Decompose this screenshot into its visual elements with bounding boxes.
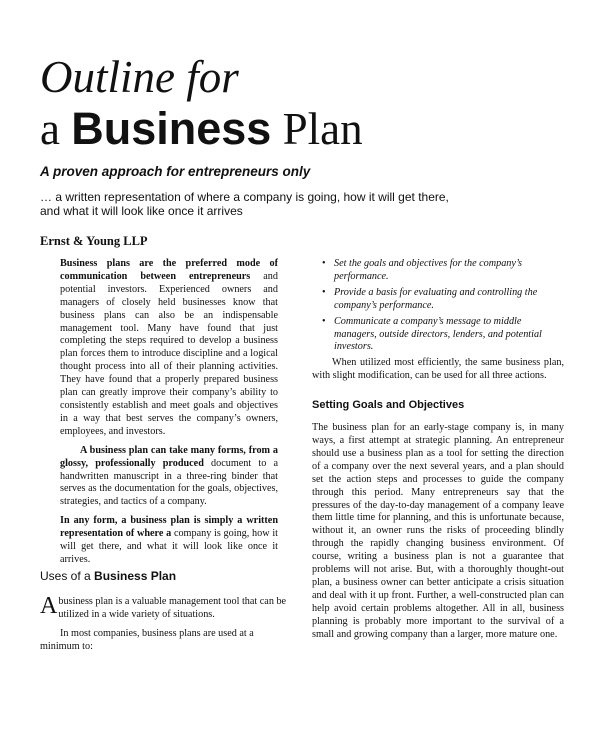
bullets-followup-paragraph: When utilized most efficiently, the same business plan, with slight modification, can be used for all three actions.	[312, 357, 564, 382]
bullet-text: Set the goals and objectives for the company’s performance.	[334, 258, 522, 282]
setting-goals-paragraph: The business plan for an early-stage company is, in many ways, a first attempt at strategic planning. An entrepreneur should use a business plan as a tool for setting the direction of a company over the next several years, and a plan should set the action steps and processes to guide the company through this period. Many entrepreneurs say that the pressures of the day-to-day management of a company leave them little time for planning, and this is unfortunate because, without it, an owner runs the risks of proceeding blindly through the rapidly changing business environment. Of course, writing a business plan is not a guarantee that problems will not arise. But, with a thoroughly thought-out plan, a business owner can better anticipate a crisis situation and deal with it up front. Further, a well-constructed plan can help avoid certain problems altogether. All in all, business planning is probably more important to the survival of a small and growing company than a larger, more mature one.	[312, 422, 564, 640]
title-word-a: a	[40, 104, 60, 154]
left-column	[60, 258, 278, 573]
title-word-business: Business	[71, 103, 272, 154]
intro-paragraph-1-bold: Business plans are the preferred mode of communication between entrepreneurs	[60, 258, 278, 282]
bullet-glyph: •	[322, 258, 326, 269]
intro-paragraph-3	[60, 515, 278, 567]
bullet-text: Communicate a company’s message to middle managers, outside directors, lenders, and potential investors.	[334, 315, 542, 353]
intro-paragraph-3-bold: In any form, a business plan is simply a written representation of where a	[60, 515, 278, 540]
intro-paragraph-1-text: and potential investors. Experienced owners and managers of closely held businesses know that business plans can also be an indispensable management tool. Many have found that just completing the steps required to develop a business plan forces them to introduce discipline and a logical thought process into all of their planning activities. They have found that a properly prepared business plan can greatly improve their company’s ability to consistently establish and meet goals and objectives in a way that best serves the company’s owners, employees, and investors.	[60, 270, 278, 437]
setting-goals-heading: Setting Goals and Objectives	[312, 399, 465, 412]
uses-paragraph-2: In most companies, business plans are used at a minimum to:	[40, 627, 254, 652]
right-column	[312, 258, 564, 647]
uses-heading-prefix: Uses of a	[40, 569, 95, 583]
uses-paragraph-1-text: business plan is a valuable management tool that can be utilized in a wide variety of situations.	[58, 596, 287, 620]
bullet-text: Provide a basis for evaluating and controlling the company’s performance.	[334, 286, 538, 311]
bullet-item	[322, 258, 564, 284]
title-word-plan: Plan	[282, 104, 363, 154]
tagline: … a written representation of where a company is going, how it will get there, and what it will look like once it arrives	[40, 190, 449, 218]
intro-paragraph-2-bold: A business plan can take many forms, from a glossy, professionally produced	[60, 444, 278, 469]
subtitle: A proven approach for entrepreneurs only	[40, 164, 311, 179]
uses-heading-bold: Business Plan	[94, 569, 177, 583]
uses-heading	[40, 568, 176, 584]
bullet-item	[322, 286, 564, 313]
intro-paragraph-3-text: company is going, how it will get there, and what it will look like once it arrives.	[60, 528, 278, 565]
intro-paragraph-2-text: document to a handwritten manuscript in a three-ring binder that serves as the documentation for the goals, objectives, strategies, and tactics of a company.	[60, 457, 278, 508]
bullet-glyph: •	[322, 286, 326, 298]
intro-paragraph-2	[60, 445, 278, 510]
bullet-list	[312, 258, 564, 354]
uses-body	[40, 593, 290, 660]
bullet-glyph: •	[322, 315, 326, 327]
author: Ernst & Young LLP	[40, 234, 148, 248]
intro-paragraph-1	[60, 258, 278, 439]
bullet-item	[322, 315, 564, 355]
title-line-2	[40, 102, 363, 156]
title-line-1: Outline for	[40, 52, 239, 102]
uses-paragraph-1	[40, 593, 290, 622]
drop-cap: A	[40, 593, 58, 619]
